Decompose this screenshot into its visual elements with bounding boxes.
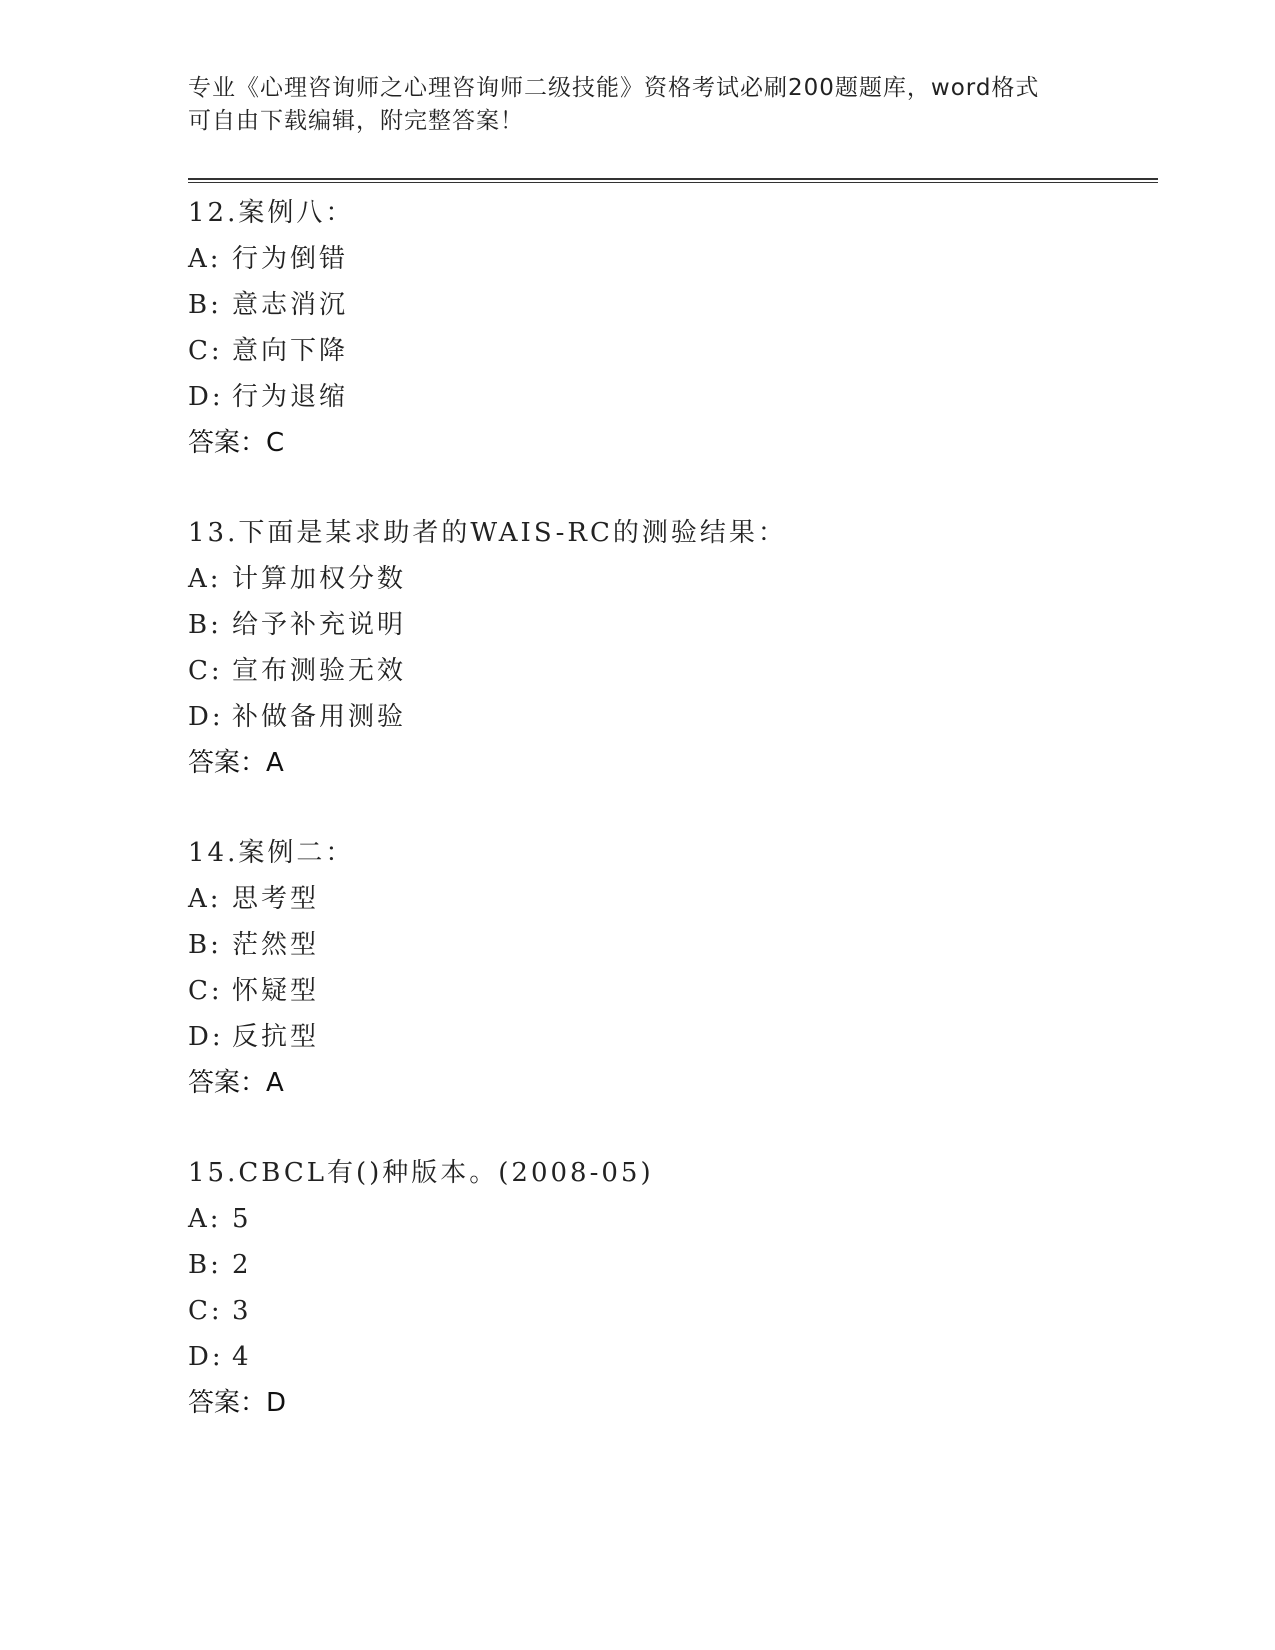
option-label: B: [188,930,222,960]
option-c [188,1288,1148,1334]
option-label: A: [188,244,222,274]
question-stem: 14.案例二： [188,838,355,868]
answer-line [188,420,1148,466]
option-b [188,602,1148,648]
option-text: 意志消沉 [232,290,349,320]
option-label: C: [188,976,223,1006]
question-stem: 13.下面是某求助者的WAIS-RC的测验结果： [188,518,787,548]
option-label: B: [188,610,222,640]
option-label: D: [188,1342,224,1372]
option-text: 茫然型 [232,930,320,960]
option-text: 补做备用测验 [232,702,407,732]
option-text: 反抗型 [232,1022,320,1052]
answer-label: 答案： [188,748,267,778]
option-text: 给予补充说明 [232,610,407,640]
question-12 [188,190,1148,466]
option-label: A: [188,564,222,594]
question-15 [188,1150,1148,1426]
option-d [188,374,1148,420]
option-a [188,1196,1148,1242]
option-a [188,556,1148,602]
option-text: 3 [232,1296,252,1326]
option-text: 思考型 [232,884,320,914]
option-label: D: [188,382,224,412]
answer-line [188,740,1148,786]
option-text: 计算加权分数 [232,564,407,594]
option-text: 怀疑型 [232,976,320,1006]
question-stem: 12.案例八： [188,198,355,228]
answer-label: 答案： [188,428,267,458]
answer-value: A [266,1068,284,1098]
option-text: 4 [232,1342,252,1372]
option-d [188,1334,1148,1380]
option-d [188,694,1148,740]
option-c [188,968,1148,1014]
document-header [188,72,1088,138]
option-label: C: [188,1296,223,1326]
header-line-2: 可自由下载编辑，附完整答案！ [188,108,524,134]
option-label: C: [188,336,223,366]
option-text: 5 [232,1204,252,1234]
header-line-1: 专业《心理咨询师之心理咨询师二级技能》资格考试必刷200题题库，word格式 [188,75,1040,101]
option-label: D: [188,702,224,732]
question-stem: 15.CBCL有()种版本。(2008-05) [188,1158,654,1188]
option-c [188,648,1148,694]
option-label: C: [188,656,223,686]
answer-value: A [266,748,284,778]
answer-value: D [266,1388,287,1418]
header-divider [188,178,1158,183]
option-a [188,876,1148,922]
option-a [188,236,1148,282]
option-label: B: [188,1250,222,1280]
question-list [188,190,1148,1470]
option-text: 2 [232,1250,252,1280]
answer-value: C [266,428,285,458]
answer-line [188,1380,1148,1426]
question-14 [188,830,1148,1106]
option-label: A: [188,1204,222,1234]
option-text: 行为倒错 [232,244,349,274]
answer-line [188,1060,1148,1106]
answer-label: 答案： [188,1388,267,1418]
option-b [188,1242,1148,1288]
option-text: 行为退缩 [232,382,349,412]
answer-label: 答案： [188,1068,267,1098]
option-text: 宣布测验无效 [232,656,407,686]
option-b [188,922,1148,968]
option-c [188,328,1148,374]
option-b [188,282,1148,328]
option-d [188,1014,1148,1060]
question-13 [188,510,1148,786]
option-text: 意向下降 [232,336,349,366]
option-label: D: [188,1022,224,1052]
option-label: B: [188,290,222,320]
option-label: A: [188,884,222,914]
